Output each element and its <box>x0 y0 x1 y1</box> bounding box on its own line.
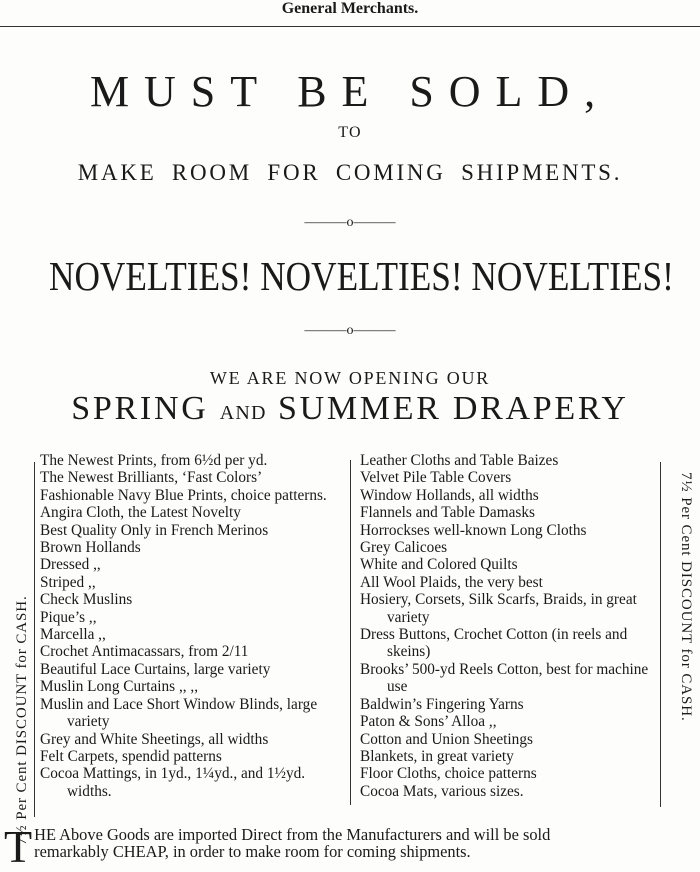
list-item: Muslin and Lace Short Window Blinds, large variety <box>40 695 318 731</box>
room-line: MAKE ROOM FOR COMING SHIPMENTS. <box>77 160 623 185</box>
list-item: Muslin Long Curtains ,, ,, <box>40 678 199 696</box>
list-item: Dressed ,, <box>40 556 101 574</box>
footer-notice <box>4 821 698 872</box>
list-item: Marcella ,, <box>40 626 106 644</box>
list-item: Felt Carpets, spendid patterns <box>40 747 222 765</box>
list-item: Baldwin’s Fingering Yarns <box>360 695 524 713</box>
list-item: All Wool Plaids, the very best <box>360 573 543 591</box>
list-item: Cocoa Mattings, in 1yd., 1¼yd., and 1½yd. widths. <box>40 765 306 800</box>
list-item: Paton & Sons’ Alloa ,, <box>360 713 497 731</box>
list-item: Cotton and Union Sheetings <box>360 730 533 748</box>
list-item: Leather Cloths and Table Baizes <box>360 452 559 469</box>
middle-column-rule <box>350 460 351 805</box>
divider-ornament: ———o——— <box>304 215 396 230</box>
list-item: Pique’s ,, <box>40 608 97 626</box>
list-item: The Newest Brilliants, ‘Fast Colors’ <box>40 469 263 487</box>
opening-line: WE ARE NOW OPENING OUR <box>209 368 491 388</box>
header-rule <box>0 26 700 27</box>
list-item: Best Quality Only in French Merinos <box>40 521 269 539</box>
drop-cap: T <box>4 821 33 872</box>
list-item: Grey and White Sheetings, all widths <box>40 730 269 748</box>
list-item: Flannels and Table Damasks <box>360 504 535 522</box>
list-item: Brown Hollands <box>40 539 141 557</box>
drapery-title <box>0 390 700 428</box>
list-item: Crochet Antimacassars, from 2/11 <box>40 643 249 661</box>
page-header: General Merchants. <box>281 0 419 17</box>
list-item: Floor Cloths, choice patterns <box>360 765 537 783</box>
left-goods-list <box>40 452 345 800</box>
list-item: Brooks’ 500-yd Reels Cotton, best for machine use <box>360 660 649 696</box>
list-item: Dress Buttons, Crochet Cotton (in reels and skeins) <box>360 626 628 661</box>
drapery-and: AND <box>219 402 267 424</box>
drapery-summer: SUMMER DRAPERY <box>277 390 629 427</box>
novelties-banner: NOVELTIES! NOVELTIES! NOVELTIES! <box>49 253 674 299</box>
list-item: White and Colored Quilts <box>360 556 518 574</box>
to-line: TO <box>338 124 362 141</box>
list-item: Check Muslins <box>40 591 133 609</box>
list-item: The Newest Prints, from 6½d per yd. <box>40 452 268 469</box>
list-item: Grey Calicoes <box>360 539 448 557</box>
drapery-spring: SPRING <box>71 390 209 427</box>
list-item: Horrockses well-known Long Cloths <box>360 521 587 539</box>
list-item: Blankets, in great variety <box>360 747 514 765</box>
list-item: Velvet Pile Table Covers <box>360 469 512 487</box>
list-item: Striped ,, <box>40 573 96 591</box>
headline: MUST BE SOLD, <box>89 67 611 116</box>
list-item: Fashionable Navy Blue Prints, choice patterns. <box>40 486 327 504</box>
right-goods-list <box>360 452 656 800</box>
list-item: Angira Cloth, the Latest Novelty <box>40 504 241 522</box>
footer-line-2: remarkably CHEAP, in order to make room for coming shipments. <box>34 842 471 861</box>
divider-ornament: ———o——— <box>304 323 396 338</box>
list-item: Cocoa Mats, various sizes. <box>360 782 524 800</box>
list-item: Hosiery, Corsets, Silk Scarfs, Braids, in great variety <box>360 591 637 626</box>
left-column-rule <box>34 462 35 817</box>
right-column-rule <box>660 462 661 807</box>
list-item: Window Hollands, all widths <box>360 486 539 504</box>
list-item: Beautiful Lace Curtains, large variety <box>40 660 271 678</box>
footer-line-1: HE Above Goods are imported Direct from the Manufacturers and will be sold <box>34 825 551 844</box>
